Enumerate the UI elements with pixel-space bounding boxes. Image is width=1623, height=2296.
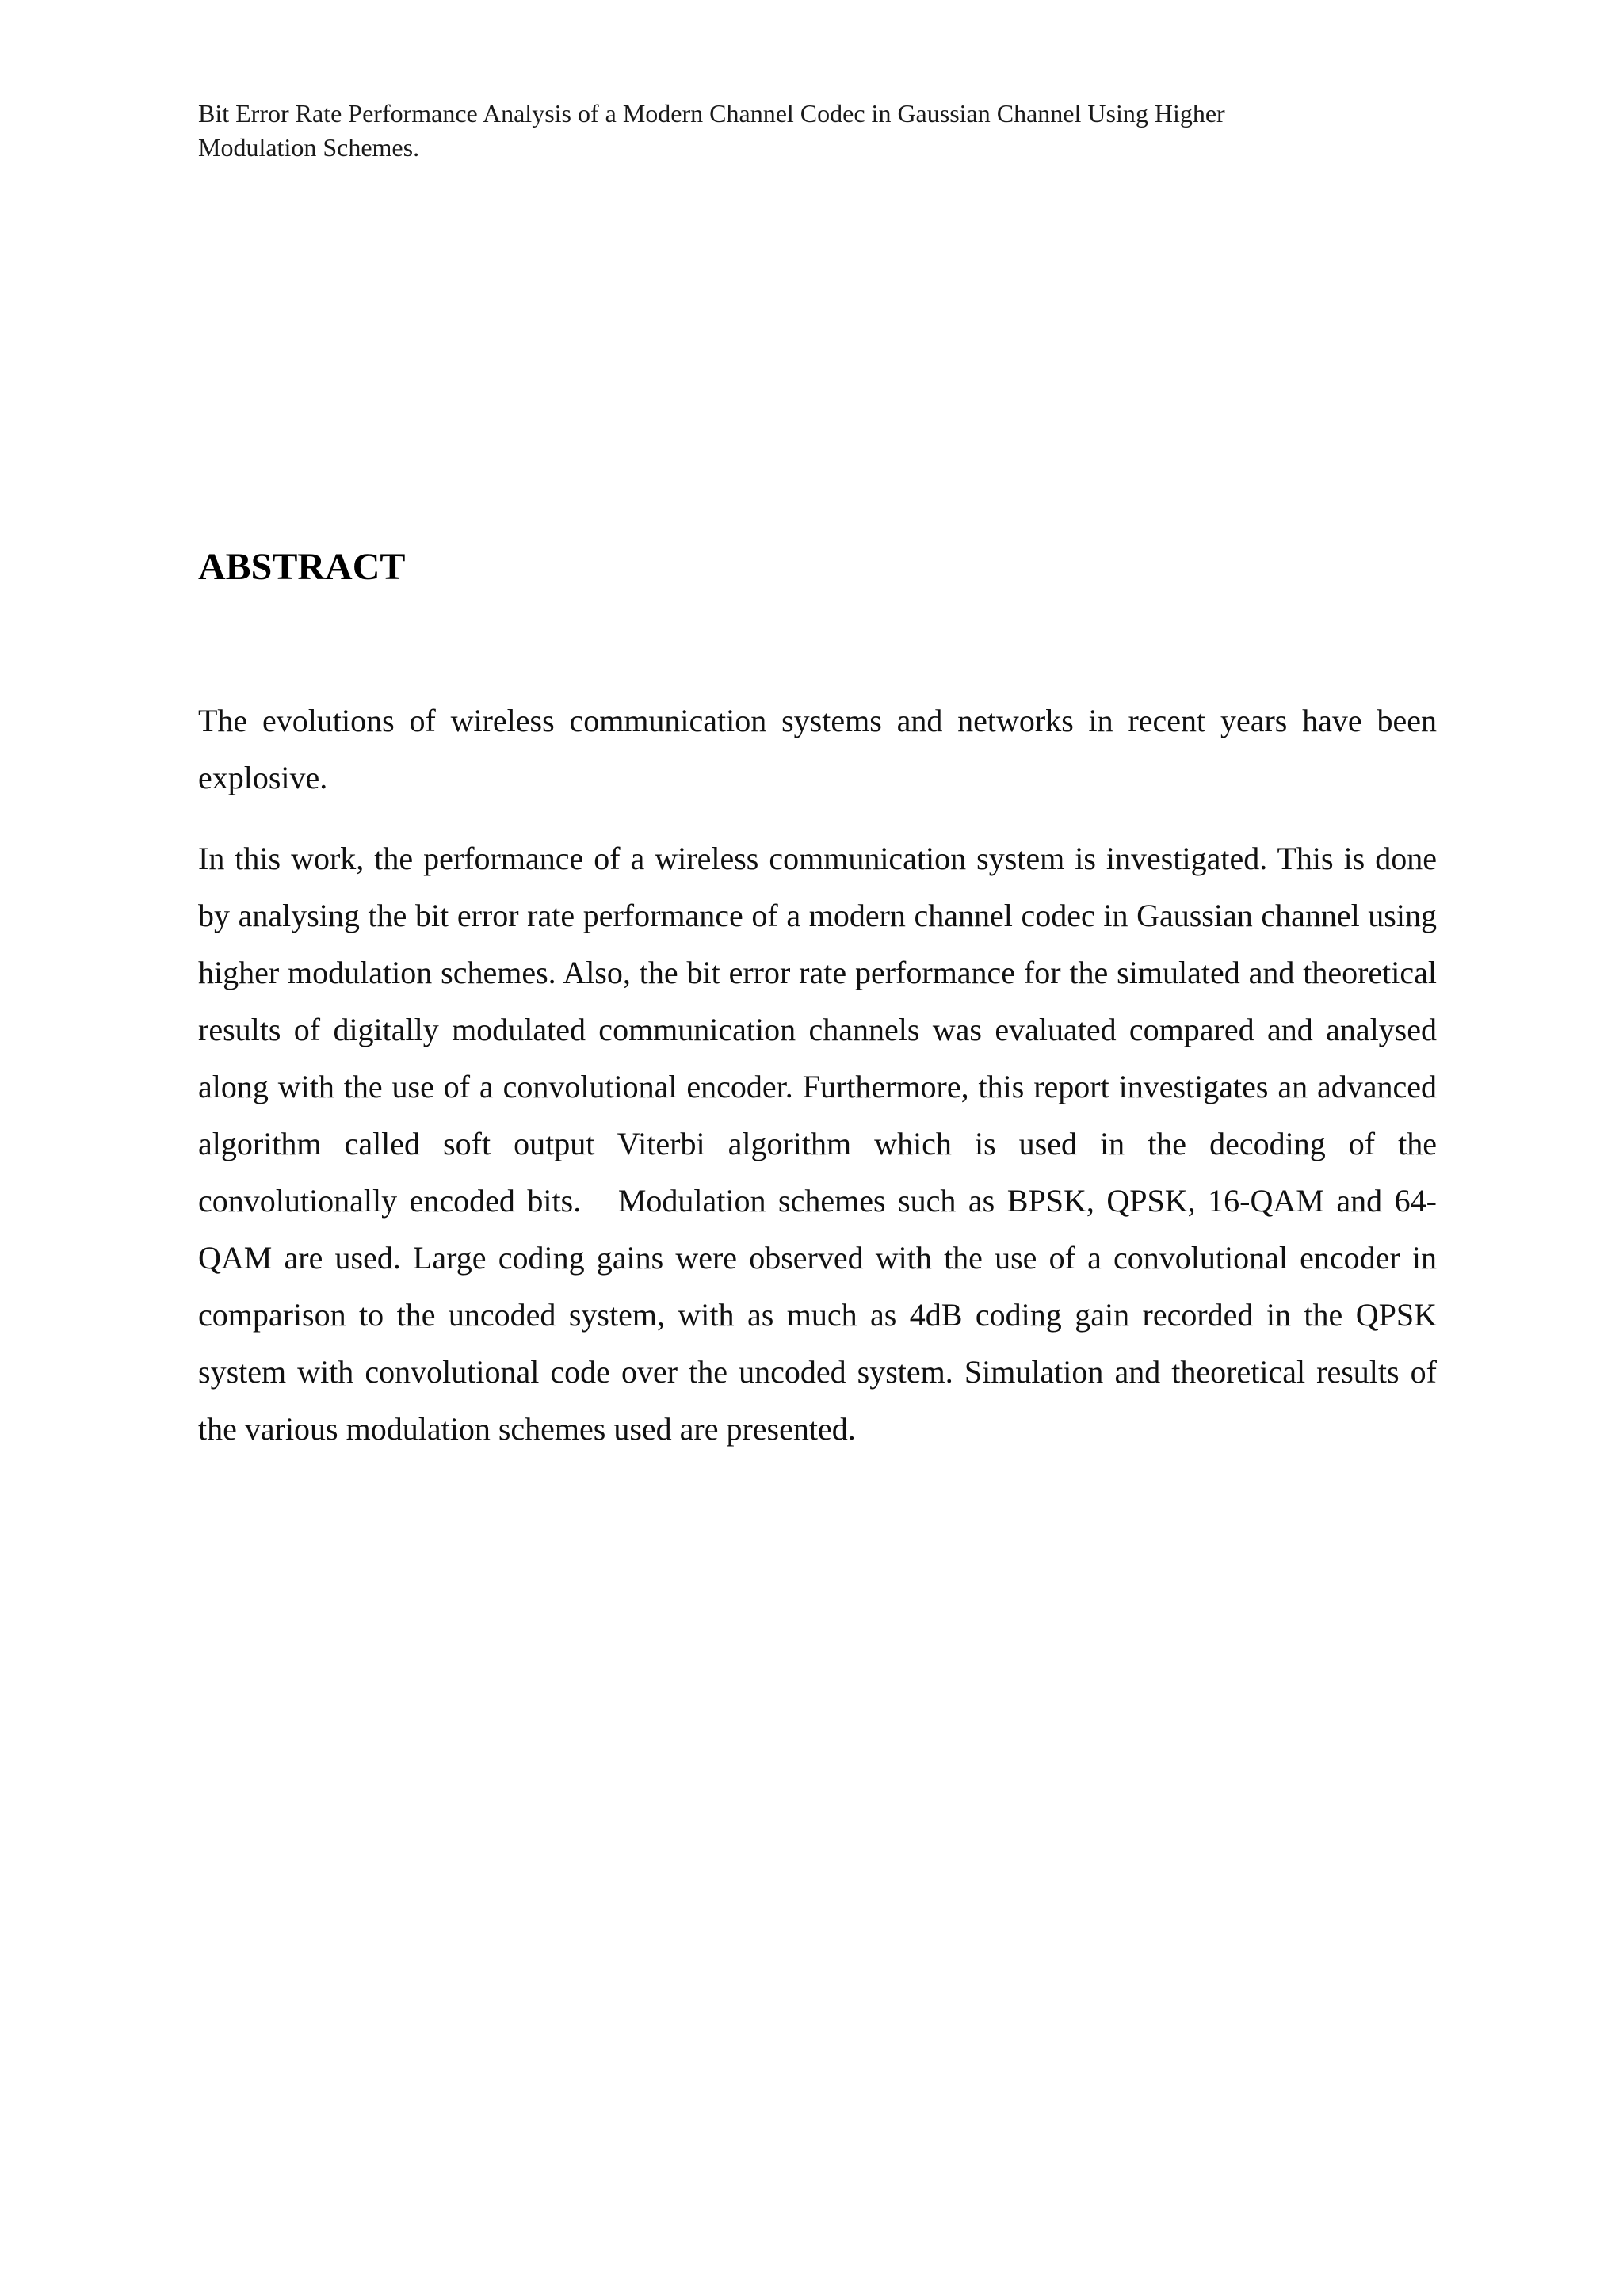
running-header-title: Bit Error Rate Performance Analysis of a Modern Channel Codec in Gaussian Channel Using Higher Modulation Schemes. bbox=[198, 99, 1225, 162]
abstract-body bbox=[198, 692, 1445, 1458]
abstract-paragraph-intro: The evolutions of wireless communication systems and networks in recent years have been explosive. bbox=[198, 703, 1437, 795]
abstract-paragraph-main: In this work, the performance of a wireless communication system is investigated. This is done by analysing the bit error rate performance of a modern channel codec in Gaussian channel using higher modulation schemes. Also, the bit error rate performance for the simulated and theoretical results of digitally modulated communication channels was evaluated compared and analysed along with the use of a convolutional encoder. Furthermore, this report investigates an advanced algorithm called soft output Viterbi algorithm which is used in the decoding of the convolutionally encoded bits. Modulation schemes such as BPSK, QPSK, 16-QAM and 64-QAM are used. Large coding gains were observed with the use of a convolutional encoder in comparison to the uncoded system, with as much as 4dB coding gain recorded in the QPSK system with convolutional code over the uncoded system. Simulation and theoretical results of the various modulation schemes used are presented. bbox=[198, 841, 1445, 1447]
abstract-heading: ABSTRACT bbox=[198, 546, 406, 588]
